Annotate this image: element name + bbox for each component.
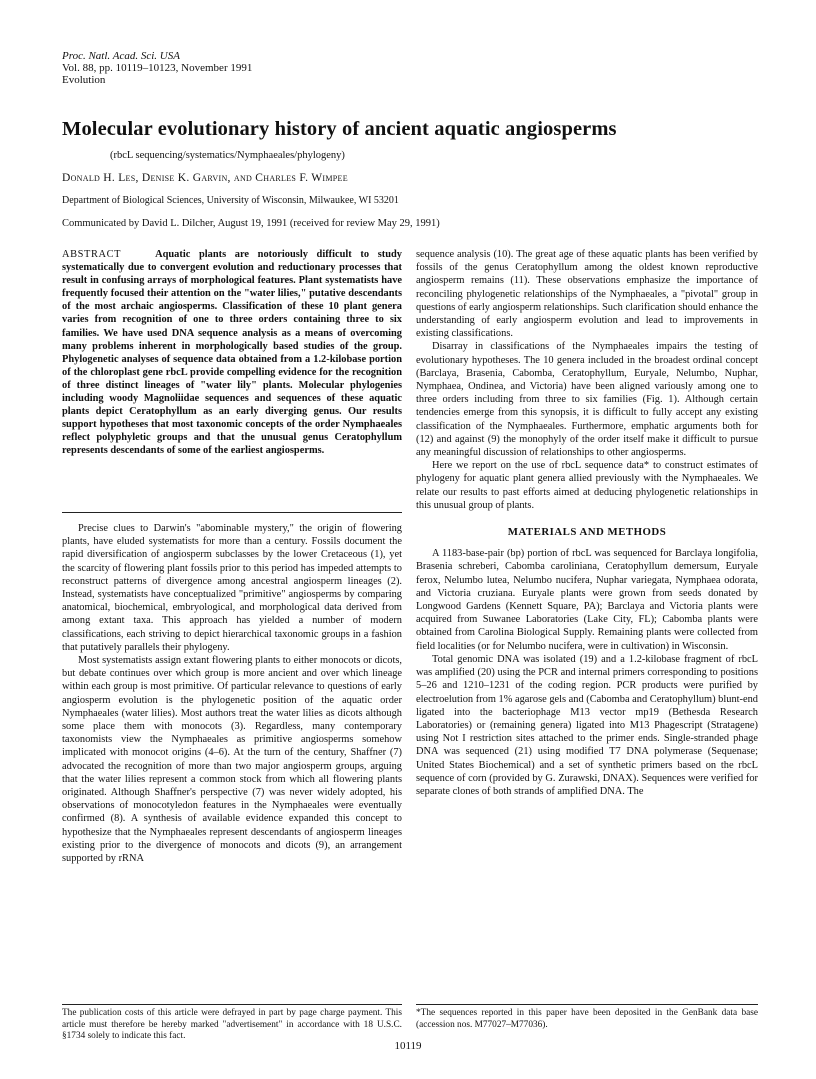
affiliation: Department of Biological Sciences, University of Wisconsin, Milwaukee, WI 53201 [62, 195, 399, 206]
right-column [416, 248, 758, 798]
communicated-by: Communicated by David L. Dilcher, August 19, 1991 (received for review May 29, 1991) [62, 218, 440, 229]
abstract-label: ABSTRACT [62, 249, 122, 260]
abstract-text: Aquatic plants are notoriously difficult to study systematically due to convergent evolution and reductionary processes that result in confusing arrays of morphological features. Plant systematists have frequently focused their attention on the "water lilies," putative descendants of the most archaic angiosperms. Classification of these 10 plant genera varies from recognition of one to three orders containing three to six families. We have used DNA sequence analysis as a means of overcoming many problems inherent in morphologically based studies of the group. Phylogenetic analyses of sequence data obtained from a 1.2-kilobase portion of the chloroplast gene rbcL provide compelling evidence for the recognition of three distinct lineages of "water lily" plants. Molecular phylogenies including woody Magnoliidae sequences and sequences of these aquatic plants depict Ceratophyllum as an early diverging genus. Our results support hypotheses that most taxonomic concepts of the order Nymphaeales reflect polyphyletic groups and that the unusual genus Ceratophyllum represents descendants of some of the earliest angiosperms. [62, 249, 402, 457]
intro-paragraph-1: Precise clues to Darwin's "abominable mystery," the origin of flowering plants, have eluded systematists for more than a century. Fossils document the rapid diversification of angiosperm subclasses by the lower Cretaceous (1), yet the scarcity of flowering plant fossils prior to this period has impeded attempts to reconstruct patterns of divergence among ancestral angiosperm lineages (2). Instead, systematists have conceptualized "primitive" angiosperms by comparing anatomical, biochemical, embryological, and morphological data derived from among extant taxa. This approach has yielded a number of modern classifications, each striving to depict hierarchical taxonomic groups in a fashion that putatively parallels their phylogeny. [62, 523, 402, 653]
keywords: (rbcL sequencing/systematics/Nymphaeales/phylogeny) [110, 150, 345, 161]
journal-header [62, 50, 252, 86]
authors: Donald H. Les, Denise K. Garvin, and Charles F. Wimpee [62, 172, 348, 184]
section-name: Evolution [62, 74, 106, 86]
journal-name: Proc. Natl. Acad. Sci. USA [62, 50, 180, 62]
footnote-divider-right [416, 1004, 758, 1005]
publication-cost-footnote: The publication costs of this article were defrayed in part by page charge payment. This article must therefore be hereby marked "advertisement" in accordance with 18 U.S.C. §1734 solely to indicate this fact. [62, 1008, 402, 1041]
intro-paragraph-5: Here we report on the use of rbcL sequence data* to construct estimates of phylogeny for aquatic plant genera allied previously with the Nymphaeales. We relate our results to past efforts aimed at deducing phylogenetic relationships in this unusual group of plants. [416, 460, 758, 511]
methods-paragraph-1: A 1183-base-pair (bp) portion of rbcL was sequenced for Barclaya longifolia, Brasenia schreberi, Cabomba caroliniana, Ceratophyllum demersum, Euryale ferox, Nelumbo lutea, Nelumbo nucifera, Nuphar variegata, Nymphaea odorata, and Victoria cruziana. Euryale plants were grown from seeds donated by Longwood Gardens (Kennett Square, PA); Barclaya and Victoria plants were acquired from Suwanee Laboratories (Lake City, FL); Cabomba plants were obtained from Carolina Biological Supply. Remaining plants were collected from field localities (or for Nelumbo nucifera, were in cultivation) in Wisconsin. [416, 548, 758, 652]
methods-paragraph-2: Total genomic DNA was isolated (19) and a 1.2-kilobase fragment of rbcL was amplified (20) using the PCR and internal primers corresponding to positions 5–26 and 1210–1231 of the coding region. PCR products were purified by electroelution from 1% agarose gels and (Cabomba and Ceratophyllum) blunt-end ligated into the bacteriophage M13 vector mp19 (Bethesda Research Laboratories) or (remaining genera) ligated into M13 Phagescript (Stratagene) using Not I restriction sites attached to the primer ends. Single-stranded phage DNA was sequenced (21) using modified T7 DNA polymerase (Sequenase; United States Biochemical) and a set of synthetic primers based on the rbcL sequence of corn (provided by G. Zurawski, DNAX). Sequences were verified for separate clones of both strands of amplified DNA. The [416, 653, 758, 797]
left-column [62, 522, 402, 865]
abstract [62, 248, 402, 458]
abstract-divider [62, 512, 402, 513]
genbank-footnote: *The sequences reported in this paper have been deposited in the GenBank data base (accession nos. M77027–M77036). [416, 1008, 758, 1030]
article-title: Molecular evolutionary history of ancient aquatic angiosperms [62, 118, 617, 140]
intro-paragraph-3: sequence analysis (10). The great age of these aquatic plants has been verified by fossils of the genus Ceratophyllum among the oldest known reproductive angiosperm remains (11). These observations emphasize the importance of reconciling phylogenetic relationships of the Nymphaeales, a "pivotal" group in questions of early angiosperm relationships. Such clarification should enhance the understanding of early angiosperm evolution and lead to improvements in existing classifications. [416, 249, 758, 340]
footnote-divider-left [62, 1004, 402, 1005]
methods-heading: MATERIALS AND METHODS [507, 526, 667, 539]
volume-info: Vol. 88, pp. 10119–10123, November 1991 [62, 62, 253, 74]
intro-paragraph-2: Most systematists assign extant flowering plants to either monocots or dicots, but debate continues over which group is more ancient and over which lineage within each group is most primitive. Of particular relevance to questions of early angiosperm evolution is the phylogenetic position of the aquatic order Nymphaeales (water lilies). Most authors treat the water lilies as dicots although some place them with monocots (3). Regardless, many contemporary taxonomists view the Nymphaeales as primitive angiosperms somehow implicated with monocot origins (4–6). At the turn of the century, Shaffner (7) advocated the recognition of more than two major angiosperm groups, arguing that the water lilies represent a common stock from which all flowering plants originated. Although Shaffner's perspective (7) was never widely adopted, his observations of monocotyledon features in the Nymphaeales were eventually confirmed (8). A synthesis of available evidence expanded this concept to hypothesize that the Nymphaeales represent descendants of angiosperm lineages existing prior to the divergence of monocots and dicots (9), an arrangement supported by rRNA [62, 655, 402, 865]
page-number: 10119 [394, 1040, 422, 1052]
intro-paragraph-4: Disarray in classifications of the Nymphaeales impairs the testing of evolutionary hypotheses. The 10 genera included in the broadest ordinal concept (Barclaya, Brasenia, Cabomba, Ceratophyllum, Euryale, Nelumbo, Nuphar, Nymphaea, Ondinea, and Victoria) have been aligned variously among one to three orders including from three to six families (Fig. 1). Although certain tendencies emerge from this synopsis, it is difficult to fully accept any existing classification of the Nymphaeales. Furthermore, emphatic arguments both for (12) and against (9) the monophyly of the order itself make it difficult to pursue any meaningful discussion of relationships to other angiosperms. [416, 341, 758, 459]
